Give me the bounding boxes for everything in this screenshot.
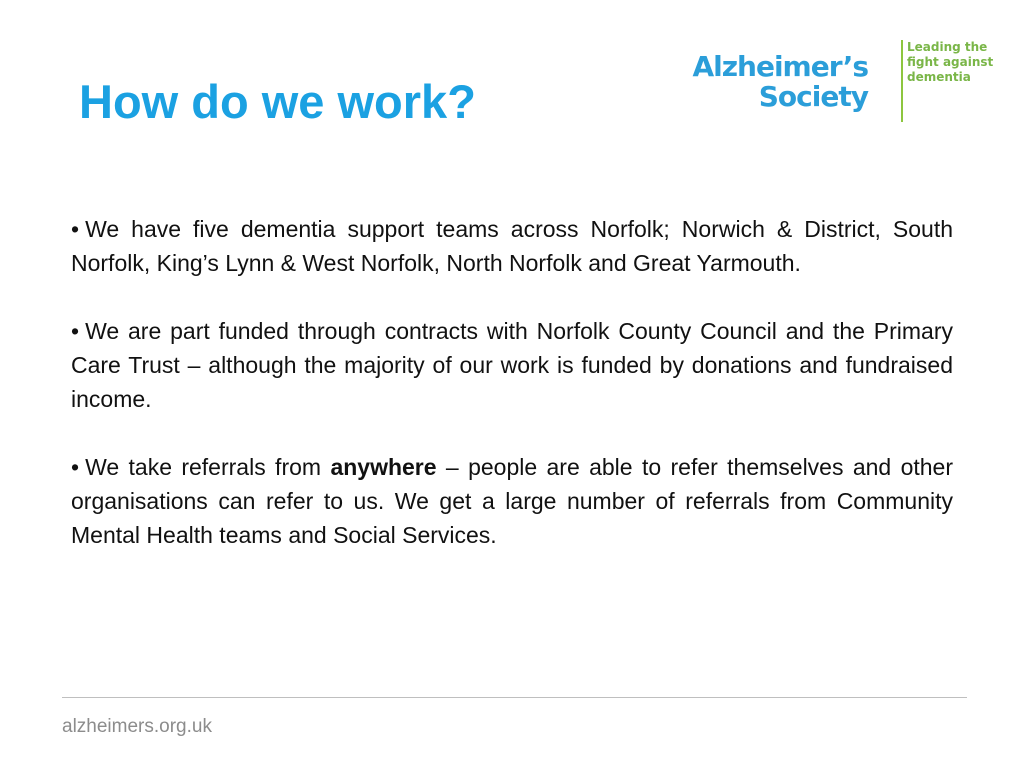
- logo-tagline: [907, 40, 993, 85]
- bullet-point-teams: [71, 212, 953, 280]
- bullet-marker: •: [71, 318, 80, 344]
- logo-name-line-2: Society: [758, 80, 868, 113]
- alzheimers-society-logo: [692, 38, 996, 124]
- bullet-point-funding: [71, 314, 953, 416]
- bullet-text-start: We take referrals from: [85, 454, 331, 480]
- logo-wordmark: [692, 52, 868, 112]
- logo-tagline-line-3: dementia: [907, 70, 971, 84]
- bullet-text: We are part funded through contracts with Norfolk County Council and the Primary Care Trust – although the majority of our work is funded by donations and fundraised income.: [71, 318, 953, 412]
- bullet-text: We have five dementia support teams across Norfolk; Norwich & District, South Norfolk, King’s Lynn & West Norfolk, North Norfolk and Great Yarmouth.: [71, 216, 953, 276]
- bullet-emphasis: anywhere: [330, 454, 437, 480]
- bullet-point-referrals: [71, 450, 953, 552]
- logo-divider: [901, 40, 903, 122]
- logo-name-line-1: Alzheimer’s: [692, 50, 868, 83]
- logo-tagline-line-1: Leading the: [907, 40, 988, 54]
- slide-title: How do we work?: [79, 75, 476, 128]
- logo-tagline-line-2: fight against: [907, 55, 994, 69]
- footer-divider: [62, 697, 967, 698]
- slide-body: [71, 212, 953, 586]
- bullet-text-end: – people are able to refer themselves and other organisations can refer to us. We get a large number of referrals from Community Mental Health teams and Social Services.: [71, 454, 953, 548]
- bullet-marker: •: [71, 454, 80, 480]
- bullet-marker: •: [71, 216, 80, 242]
- footer-url: alzheimers.org.uk: [62, 716, 212, 737]
